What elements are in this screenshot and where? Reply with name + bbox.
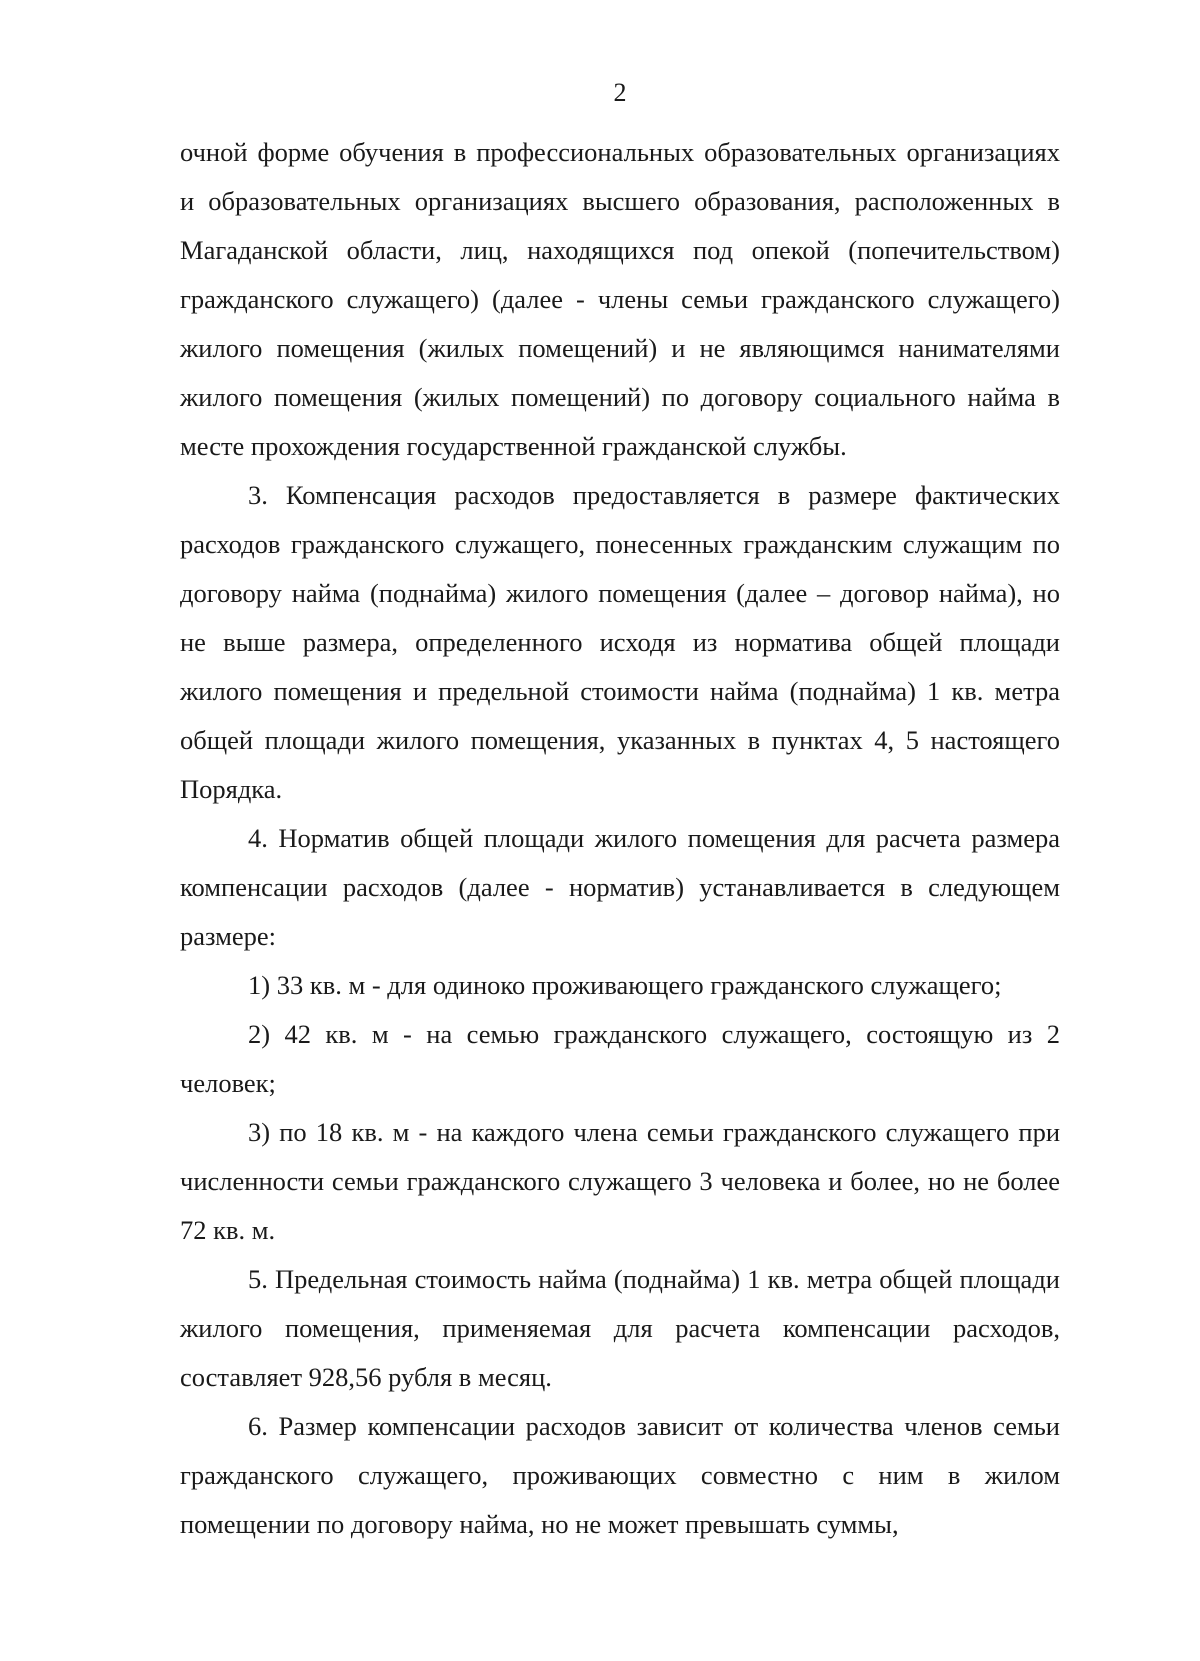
paragraph-item-4: 4. Норматив общей площади жилого помещения для расчета размера компенсации расходов (далее - норматив) устанавливается в следующем размере: bbox=[180, 823, 1060, 951]
paragraph-item-3: 3. Компенсация расходов предоставляется в размере фактических расходов гражданского служащего, понесенных гражданским служащим по договору найма (поднайма) жилого помещения (далее – договор найма), но не выше размера, определенного исходя из норматива общей площади жилого помещения и предельной стоимости найма (поднайма) 1 кв. метра общей площади жилого помещения, указанных в пунктах 4, 5 настоящего Порядка. bbox=[180, 480, 1060, 804]
document-body bbox=[180, 128, 1060, 1549]
subitem-4-2: 2) 42 кв. м - на семью гражданского служащего, состоящую из 2 человек; bbox=[180, 1019, 1060, 1098]
subitem-4-3: 3) по 18 кв. м - на каждого члена семьи гражданского служащего при численности семьи гражданского служащего 3 человека и более, но не более 72 кв. м. bbox=[180, 1117, 1060, 1245]
paragraph-item-5: 5. Предельная стоимость найма (поднайма) 1 кв. метра общей площади жилого помещения, применяемая для расчета компенсации расходов, составляет 928,56 рубля в месяц. bbox=[180, 1264, 1060, 1392]
paragraph-item-6: 6. Размер компенсации расходов зависит от количества членов семьи гражданского служащего, проживающих совместно с ним в жилом помещении по договору найма, но не может превышать суммы, bbox=[180, 1411, 1060, 1539]
subitem-4-1: 1) 33 кв. м - для одиноко проживающего гражданского служащего; bbox=[248, 970, 1002, 1000]
page-number: 2 bbox=[613, 78, 627, 107]
paragraph-continuation: очной форме обучения в профессиональных образовательных организациях и образовательных организациях высшего образования, расположенных в Магаданской области, лиц, находящихся под опекой (попечительством) гражданского служащего) (далее - члены семьи гражданского служащего) жилого помещения (жилых помещений) и не являющимся нанимателями жилого помещения (жилых помещений) по договору социального найма в месте прохождения государственной гражданской службы. bbox=[180, 137, 1060, 461]
